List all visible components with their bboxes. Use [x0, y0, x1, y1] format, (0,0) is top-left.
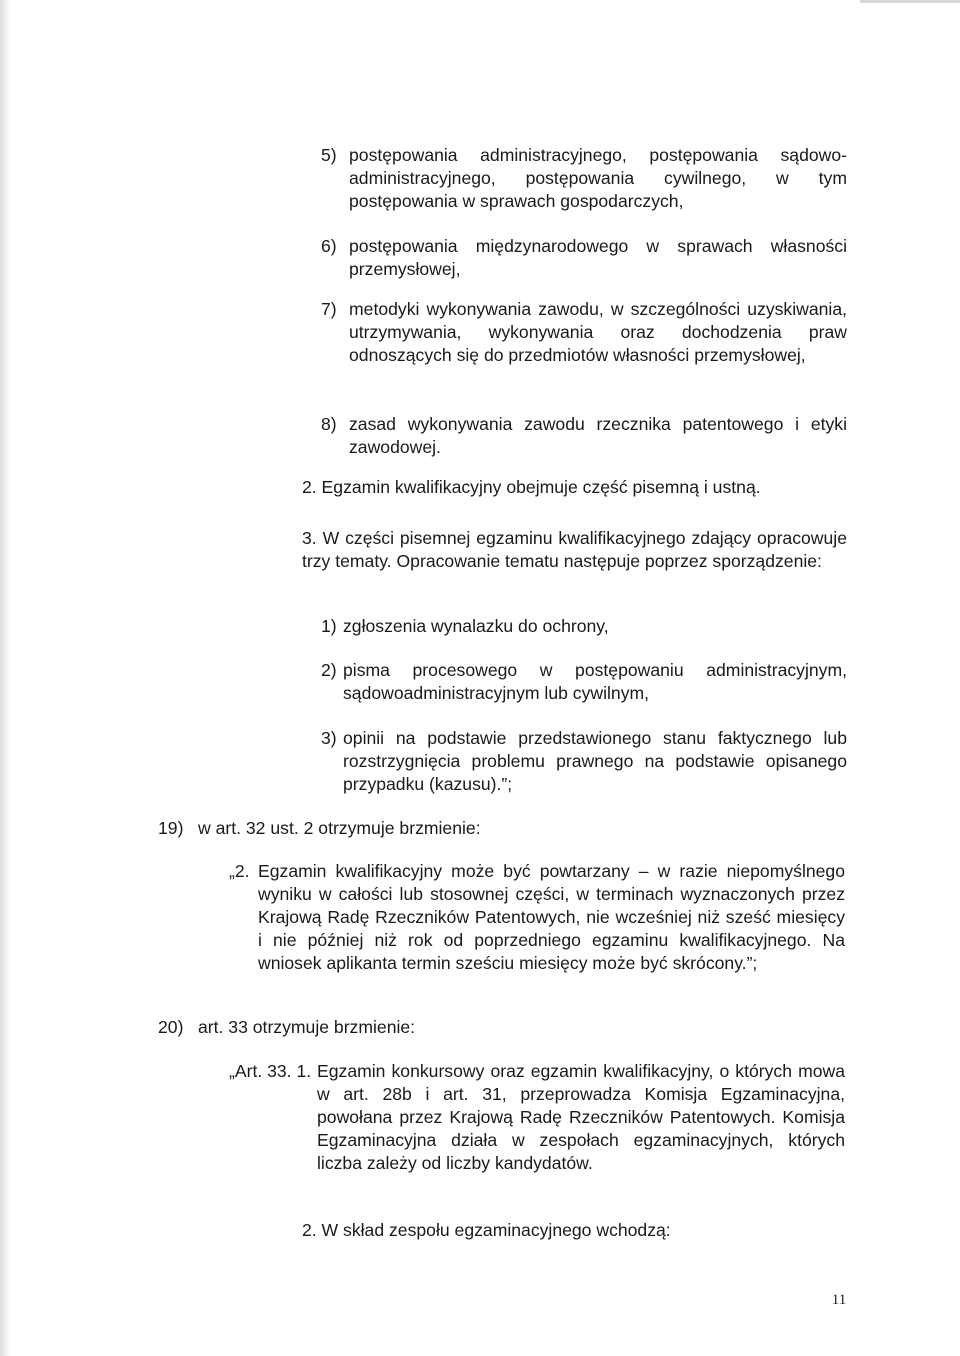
sub-item-2	[321, 659, 847, 705]
point-label: 19)	[158, 818, 184, 838]
article-33-paragraph-1	[229, 1060, 845, 1175]
sub-item-1	[321, 615, 847, 638]
point-19	[158, 817, 847, 840]
paragraph-2	[302, 476, 847, 499]
list-item-5	[321, 144, 847, 213]
quote-label: „2.	[229, 861, 250, 881]
paragraph-text: 2. W skład zespołu egzaminacyjnego wchodzą:	[302, 1220, 671, 1240]
list-item-text: postępowania administracyjnego, postępowania sądowo-administracyjnego, postępowania cywilnego, w tym postępowania w sprawach gospodarczych,	[349, 145, 847, 211]
article-label: „Art. 33. 1.	[229, 1061, 312, 1081]
article-text: Egzamin konkursowy oraz egzamin kwalifikacyjny, o których mowa w art. 28b i art. 31, przeprowadza Komisja Egzaminacyjna, powołana przez Krajową Radę Rzeczników Patentowych. Komisja Egzaminacyjna działa w zespołach egzaminacyjnych, których liczba zależy od liczby kandydatów.	[317, 1061, 845, 1173]
paragraph-text: 3. W części pisemnej egzaminu kwalifikacyjnego zdający opracowuje trzy tematy. Opracowanie tematu następuje poprzez sporządzenie:	[302, 528, 847, 571]
sub-item-text: pisma procesowego w postępowaniu administracyjnym, sądowoadministracyjnym lub cywilnym,	[343, 660, 847, 703]
list-item-text: postępowania międzynarodowego w sprawach własności przemysłowej,	[349, 236, 847, 279]
point-label: 20)	[158, 1017, 184, 1037]
list-item-8	[321, 413, 847, 459]
list-item-label: 5)	[321, 145, 337, 165]
list-item-label: 7)	[321, 299, 337, 319]
point-text: art. 33 otrzymuje brzmienie:	[198, 1017, 416, 1037]
sub-item-label: 2)	[321, 660, 337, 680]
sub-item-label: 3)	[321, 728, 337, 748]
paragraph-text: 2. Egzamin kwalifikacyjny obejmuje część pisemną i ustną.	[302, 477, 761, 497]
sub-item-text: opinii na podstawie przedstawionego stanu faktycznego lub rozstrzygnięcia problemu prawnego na podstawie opisanego przypadku (kazusu).”;	[343, 728, 847, 794]
scan-edge-left	[0, 0, 10, 1356]
list-item-7	[321, 298, 847, 367]
page-number: 11	[831, 1292, 847, 1308]
paragraph-3	[302, 527, 847, 573]
sub-item-3	[321, 727, 847, 796]
quoted-paragraph-2	[229, 860, 845, 975]
list-item-label: 8)	[321, 414, 337, 434]
quote-text: Egzamin kwalifikacyjny może być powtarzany – w razie niepomyślnego wyniku w całości lub stosownej części, w terminach wyznaczonych przez Krajową Radę Rzeczników Patentowych, nie wcześniej niż sześć miesięcy i nie później niż rok od poprzedniego egzaminu kwalifikacyjnego. Na wniosek aplikanta termin sześciu miesięcy może być skrócony.”;	[258, 861, 845, 973]
list-item-text: metodyki wykonywania zawodu, w szczególności uzyskiwania, utrzymywania, wykonywania oraz dochodzenia praw odnoszących się do przedmiotów własności przemysłowej,	[349, 299, 847, 365]
point-text: w art. 32 ust. 2 otrzymuje brzmienie:	[198, 818, 481, 838]
article-33-paragraph-2	[302, 1219, 847, 1242]
sub-item-label: 1)	[321, 616, 337, 636]
list-item-6	[321, 235, 847, 281]
scan-edge-top	[860, 0, 960, 3]
list-item-label: 6)	[321, 236, 337, 256]
sub-item-text: zgłoszenia wynalazku do ochrony,	[343, 616, 609, 636]
point-20	[158, 1016, 847, 1039]
list-item-text: zasad wykonywania zawodu rzecznika patentowego i etyki zawodowej.	[349, 414, 847, 457]
